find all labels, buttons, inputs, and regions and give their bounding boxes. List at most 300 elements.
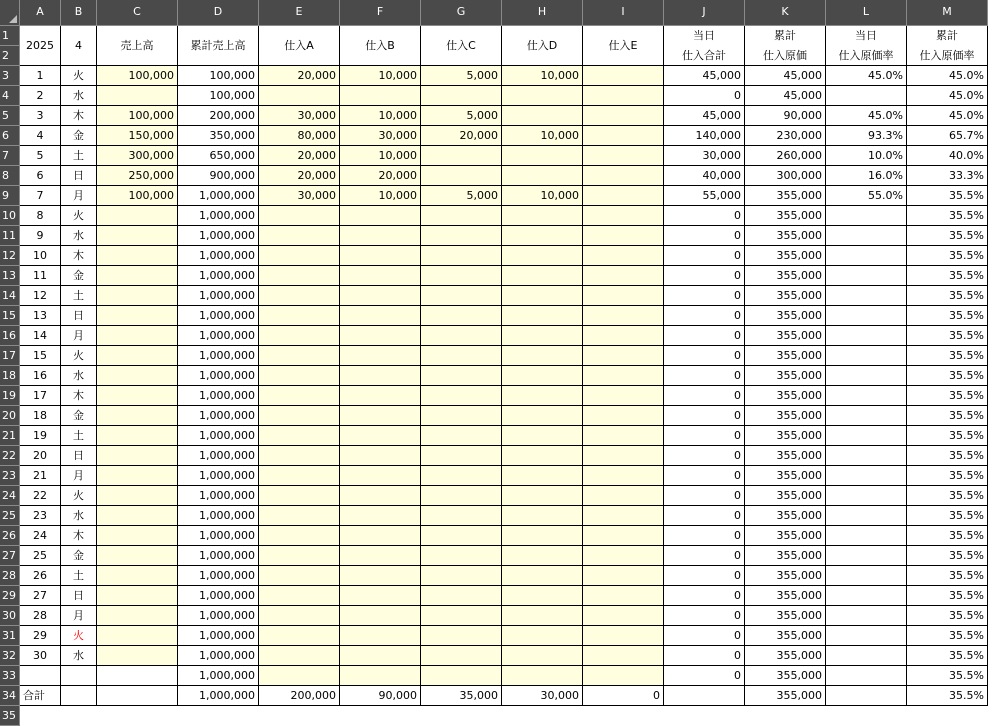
cell-m-row21[interactable]: 35.5%	[907, 426, 988, 446]
cell-e-row33[interactable]	[583, 666, 664, 686]
cell-cum-row10[interactable]: 1,000,000	[178, 206, 259, 226]
row-header-27[interactable]: 27	[0, 546, 20, 566]
cell-wd-row13[interactable]: 金	[61, 266, 97, 286]
cell-k-row15[interactable]: 355,000	[745, 306, 826, 326]
cell-sales-row7[interactable]: 300,000	[97, 146, 178, 166]
total-empty-10[interactable]	[664, 686, 745, 706]
cell-j-row30[interactable]: 0	[664, 606, 745, 626]
column-header-g[interactable]: G	[421, 0, 502, 26]
cell-cum-row27[interactable]: 1,000,000	[178, 546, 259, 566]
cell-l-row6[interactable]: 93.3%	[826, 126, 907, 146]
cell-a-row33[interactable]	[259, 666, 340, 686]
cell-day-row25[interactable]: 23	[20, 506, 61, 526]
cell-c-row28[interactable]	[421, 566, 502, 586]
cell-d-row15[interactable]	[502, 306, 583, 326]
cell-sales-row17[interactable]	[97, 346, 178, 366]
cell-e-row11[interactable]	[583, 226, 664, 246]
cell-cum-row9[interactable]: 1,000,000	[178, 186, 259, 206]
cell-e-row30[interactable]	[583, 606, 664, 626]
cell-wd-row21[interactable]: 土	[61, 426, 97, 446]
cell-j-row14[interactable]: 0	[664, 286, 745, 306]
cell-day-row10[interactable]: 8	[20, 206, 61, 226]
cell-cum-row30[interactable]: 1,000,000	[178, 606, 259, 626]
cell-wd-row19[interactable]: 木	[61, 386, 97, 406]
cell-j-row18[interactable]: 0	[664, 366, 745, 386]
cell-d-row11[interactable]	[502, 226, 583, 246]
cell-e-row10[interactable]	[583, 206, 664, 226]
cell-j-row15[interactable]: 0	[664, 306, 745, 326]
cell-c-row33[interactable]	[421, 666, 502, 686]
column-header-j[interactable]: J	[664, 0, 745, 26]
cell-b-row17[interactable]	[340, 346, 421, 366]
cell-cum-row14[interactable]: 1,000,000	[178, 286, 259, 306]
cell-d-row26[interactable]	[502, 526, 583, 546]
cell-sales-row11[interactable]	[97, 226, 178, 246]
cell-b-row11[interactable]	[340, 226, 421, 246]
cell-b-row14[interactable]	[340, 286, 421, 306]
cell-d-row22[interactable]	[502, 446, 583, 466]
total-purch-a[interactable]: 200,000	[259, 686, 340, 706]
row-header-6[interactable]: 6	[0, 126, 20, 146]
cell-a-row29[interactable]	[259, 586, 340, 606]
header-purch-e[interactable]: 仕入E	[583, 26, 664, 66]
cell-b-row24[interactable]	[340, 486, 421, 506]
cell-m-row26[interactable]: 35.5%	[907, 526, 988, 546]
cell-m-row15[interactable]: 35.5%	[907, 306, 988, 326]
cell-sales-row16[interactable]	[97, 326, 178, 346]
cell-sales-row15[interactable]	[97, 306, 178, 326]
row-header-25[interactable]: 25	[0, 506, 20, 526]
cell-cum-row12[interactable]: 1,000,000	[178, 246, 259, 266]
cell-l-row28[interactable]	[826, 566, 907, 586]
cell-a-row30[interactable]	[259, 606, 340, 626]
cell-k-row3[interactable]: 45,000	[745, 66, 826, 86]
row-header-12[interactable]: 12	[0, 246, 20, 266]
cell-m-row19[interactable]: 35.5%	[907, 386, 988, 406]
cell-c-row7[interactable]	[421, 146, 502, 166]
cell-day-row21[interactable]: 19	[20, 426, 61, 446]
cell-c-row27[interactable]	[421, 546, 502, 566]
cell-sales-row8[interactable]: 250,000	[97, 166, 178, 186]
cell-k-row33[interactable]: 355,000	[745, 666, 826, 686]
cell-c-row11[interactable]	[421, 226, 502, 246]
row-header-13[interactable]: 13	[0, 266, 20, 286]
cell-sales-row26[interactable]	[97, 526, 178, 546]
cell-k-row20[interactable]: 355,000	[745, 406, 826, 426]
cell-c-row17[interactable]	[421, 346, 502, 366]
total-cum-cost-rate[interactable]: 35.5%	[907, 686, 988, 706]
cell-j-row26[interactable]: 0	[664, 526, 745, 546]
row-header-8[interactable]: 8	[0, 166, 20, 186]
cell-a-row10[interactable]	[259, 206, 340, 226]
cell-l-row9[interactable]: 55.0%	[826, 186, 907, 206]
cell-sales-row21[interactable]	[97, 426, 178, 446]
cell-l-row17[interactable]	[826, 346, 907, 366]
cell-m-row32[interactable]: 35.5%	[907, 646, 988, 666]
cell-b-row28[interactable]	[340, 566, 421, 586]
cell-cum-row3[interactable]: 100,000	[178, 66, 259, 86]
cell-a-row12[interactable]	[259, 246, 340, 266]
cell-m-row31[interactable]: 35.5%	[907, 626, 988, 646]
cell-d-row7[interactable]	[502, 146, 583, 166]
row-header-5[interactable]: 5	[0, 106, 20, 126]
cell-day-row20[interactable]: 18	[20, 406, 61, 426]
cell-cum-row7[interactable]: 650,000	[178, 146, 259, 166]
cell-c-row8[interactable]	[421, 166, 502, 186]
cell-j-row6[interactable]: 140,000	[664, 126, 745, 146]
cell-c-row31[interactable]	[421, 626, 502, 646]
cell-j-row27[interactable]: 0	[664, 546, 745, 566]
cell-e-row7[interactable]	[583, 146, 664, 166]
row-header-20[interactable]: 20	[0, 406, 20, 426]
cell-wd-row26[interactable]: 木	[61, 526, 97, 546]
cell-e-row28[interactable]	[583, 566, 664, 586]
cell-k-row31[interactable]: 355,000	[745, 626, 826, 646]
cell-wd-row5[interactable]: 木	[61, 106, 97, 126]
cell-wd-row8[interactable]: 日	[61, 166, 97, 186]
cell-l-row24[interactable]	[826, 486, 907, 506]
cell-j-row17[interactable]: 0	[664, 346, 745, 366]
cell-e-row17[interactable]	[583, 346, 664, 366]
cell-m-row24[interactable]: 35.5%	[907, 486, 988, 506]
cell-cum-row24[interactable]: 1,000,000	[178, 486, 259, 506]
cell-day-row24[interactable]: 22	[20, 486, 61, 506]
cell-day-row19[interactable]: 17	[20, 386, 61, 406]
row-header-23[interactable]: 23	[0, 466, 20, 486]
cell-wd-row10[interactable]: 火	[61, 206, 97, 226]
row-header-3[interactable]: 3	[0, 66, 20, 86]
cell-c-row22[interactable]	[421, 446, 502, 466]
cell-l-row11[interactable]	[826, 226, 907, 246]
cell-b-row15[interactable]	[340, 306, 421, 326]
cell-cum-row31[interactable]: 1,000,000	[178, 626, 259, 646]
cell-c-row15[interactable]	[421, 306, 502, 326]
cell-k-row26[interactable]: 355,000	[745, 526, 826, 546]
row-header-22[interactable]: 22	[0, 446, 20, 466]
column-header-i[interactable]: I	[583, 0, 664, 26]
cell-sales-row18[interactable]	[97, 366, 178, 386]
cell-cum-row5[interactable]: 200,000	[178, 106, 259, 126]
cell-day-row23[interactable]: 21	[20, 466, 61, 486]
cell-b-row18[interactable]	[340, 366, 421, 386]
cell-day-row28[interactable]: 26	[20, 566, 61, 586]
cell-a-row3[interactable]: 20,000	[259, 66, 340, 86]
cell-day-row29[interactable]: 27	[20, 586, 61, 606]
cell-k-row7[interactable]: 260,000	[745, 146, 826, 166]
cell-k-row8[interactable]: 300,000	[745, 166, 826, 186]
cell-l-row7[interactable]: 10.0%	[826, 146, 907, 166]
cell-j-row10[interactable]: 0	[664, 206, 745, 226]
cell-a-row18[interactable]	[259, 366, 340, 386]
cell-l-row29[interactable]	[826, 586, 907, 606]
cell-c-row6[interactable]: 20,000	[421, 126, 502, 146]
cell-day-row16[interactable]: 14	[20, 326, 61, 346]
cell-wd-row24[interactable]: 火	[61, 486, 97, 506]
cell-wd-row16[interactable]: 月	[61, 326, 97, 346]
cell-cum-row32[interactable]: 1,000,000	[178, 646, 259, 666]
cell-c-row10[interactable]	[421, 206, 502, 226]
cell-a-row25[interactable]	[259, 506, 340, 526]
cell-j-row21[interactable]: 0	[664, 426, 745, 446]
cell-m-row17[interactable]: 35.5%	[907, 346, 988, 366]
cell-e-row20[interactable]	[583, 406, 664, 426]
cell-c-row13[interactable]	[421, 266, 502, 286]
cell-m-row3[interactable]: 45.0%	[907, 66, 988, 86]
cell-wd-row29[interactable]: 日	[61, 586, 97, 606]
cell-j-row25[interactable]: 0	[664, 506, 745, 526]
cell-l-row21[interactable]	[826, 426, 907, 446]
row-header-30[interactable]: 30	[0, 606, 20, 626]
cell-sales-row14[interactable]	[97, 286, 178, 306]
cell-k-row28[interactable]: 355,000	[745, 566, 826, 586]
cell-b-row23[interactable]	[340, 466, 421, 486]
cell-a-row19[interactable]	[259, 386, 340, 406]
header-purch-b[interactable]: 仕入B	[340, 26, 421, 66]
cell-b-row13[interactable]	[340, 266, 421, 286]
column-header-c[interactable]: C	[97, 0, 178, 26]
cell-m-row8[interactable]: 33.3%	[907, 166, 988, 186]
cell-a-row28[interactable]	[259, 566, 340, 586]
cell-e-row19[interactable]	[583, 386, 664, 406]
cell-a-row8[interactable]: 20,000	[259, 166, 340, 186]
cell-day-row3[interactable]: 1	[20, 66, 61, 86]
cell-a-row9[interactable]: 30,000	[259, 186, 340, 206]
cell-b-row26[interactable]	[340, 526, 421, 546]
cell-j-row3[interactable]: 45,000	[664, 66, 745, 86]
total-cum-cost[interactable]: 355,000	[745, 686, 826, 706]
cell-day-row7[interactable]: 5	[20, 146, 61, 166]
cell-cum-row18[interactable]: 1,000,000	[178, 366, 259, 386]
cell-b-row21[interactable]	[340, 426, 421, 446]
cell-b-row19[interactable]	[340, 386, 421, 406]
cell-cum-row11[interactable]: 1,000,000	[178, 226, 259, 246]
cell-cum-row33[interactable]: 1,000,000	[178, 666, 259, 686]
cell-m-row30[interactable]: 35.5%	[907, 606, 988, 626]
column-header-d[interactable]: D	[178, 0, 259, 26]
cell-a-row16[interactable]	[259, 326, 340, 346]
cell-k-row27[interactable]: 355,000	[745, 546, 826, 566]
cell-a-row13[interactable]	[259, 266, 340, 286]
cell-b-row29[interactable]	[340, 586, 421, 606]
cell-d-row16[interactable]	[502, 326, 583, 346]
cell-wd-row32[interactable]: 水	[61, 646, 97, 666]
cell-e-row6[interactable]	[583, 126, 664, 146]
column-header-k[interactable]: K	[745, 0, 826, 26]
cell-c-row9[interactable]: 5,000	[421, 186, 502, 206]
cell-d-row24[interactable]	[502, 486, 583, 506]
cell-wd-row17[interactable]: 火	[61, 346, 97, 366]
cell-j-row29[interactable]: 0	[664, 586, 745, 606]
cell-d-row14[interactable]	[502, 286, 583, 306]
select-all-corner[interactable]	[0, 0, 20, 26]
cell-j-row8[interactable]: 40,000	[664, 166, 745, 186]
cell-a-row7[interactable]: 20,000	[259, 146, 340, 166]
cell-wd-row6[interactable]: 金	[61, 126, 97, 146]
column-header-e[interactable]: E	[259, 0, 340, 26]
cell-day-row14[interactable]: 12	[20, 286, 61, 306]
cell-wd-row12[interactable]: 木	[61, 246, 97, 266]
cell-c-row18[interactable]	[421, 366, 502, 386]
cell-k-row17[interactable]: 355,000	[745, 346, 826, 366]
cell-cum-row17[interactable]: 1,000,000	[178, 346, 259, 366]
cell-day-row13[interactable]: 11	[20, 266, 61, 286]
cell-d-row23[interactable]	[502, 466, 583, 486]
cell-b-row10[interactable]	[340, 206, 421, 226]
cell-d-row21[interactable]	[502, 426, 583, 446]
cell-l-row19[interactable]	[826, 386, 907, 406]
cell-j-row5[interactable]: 45,000	[664, 106, 745, 126]
cell-day-row30[interactable]: 28	[20, 606, 61, 626]
cell-wd-row33[interactable]	[61, 666, 97, 686]
cell-j-row11[interactable]: 0	[664, 226, 745, 246]
cell-c-row26[interactable]	[421, 526, 502, 546]
cell-m-row23[interactable]: 35.5%	[907, 466, 988, 486]
cell-a-row24[interactable]	[259, 486, 340, 506]
cell-sales-row19[interactable]	[97, 386, 178, 406]
column-header-m[interactable]: M	[907, 0, 988, 26]
cell-cum-row8[interactable]: 900,000	[178, 166, 259, 186]
cell-k-row29[interactable]: 355,000	[745, 586, 826, 606]
row-header-18[interactable]: 18	[0, 366, 20, 386]
cell-m-row4[interactable]: 45.0%	[907, 86, 988, 106]
cell-e-row3[interactable]	[583, 66, 664, 86]
cell-a-row31[interactable]	[259, 626, 340, 646]
cell-sales-row3[interactable]: 100,000	[97, 66, 178, 86]
cell-day-row17[interactable]: 15	[20, 346, 61, 366]
cell-j-row31[interactable]: 0	[664, 626, 745, 646]
cell-sales-row20[interactable]	[97, 406, 178, 426]
cell-e-row14[interactable]	[583, 286, 664, 306]
cell-k-row13[interactable]: 355,000	[745, 266, 826, 286]
row-header-35[interactable]: 35	[0, 706, 20, 726]
total-empty-12[interactable]	[826, 686, 907, 706]
cell-wd-row15[interactable]: 日	[61, 306, 97, 326]
cell-wd-row7[interactable]: 土	[61, 146, 97, 166]
cell-l-row5[interactable]: 45.0%	[826, 106, 907, 126]
cell-e-row25[interactable]	[583, 506, 664, 526]
cell-day-row32[interactable]: 30	[20, 646, 61, 666]
header-purch-a[interactable]: 仕入A	[259, 26, 340, 66]
cell-wd-row9[interactable]: 月	[61, 186, 97, 206]
cell-wd-row25[interactable]: 水	[61, 506, 97, 526]
cell-day-row33[interactable]	[20, 666, 61, 686]
cell-l-row20[interactable]	[826, 406, 907, 426]
cell-day-row18[interactable]: 16	[20, 366, 61, 386]
cell-d-row17[interactable]	[502, 346, 583, 366]
total-purch-c[interactable]: 35,000	[421, 686, 502, 706]
cell-m-row5[interactable]: 45.0%	[907, 106, 988, 126]
column-header-h[interactable]: H	[502, 0, 583, 26]
cell-k-row5[interactable]: 90,000	[745, 106, 826, 126]
cell-k-row32[interactable]: 355,000	[745, 646, 826, 666]
row-header-16[interactable]: 16	[0, 326, 20, 346]
cell-sales-row24[interactable]	[97, 486, 178, 506]
row-header-31[interactable]: 31	[0, 626, 20, 646]
cell-j-row13[interactable]: 0	[664, 266, 745, 286]
cell-k-row12[interactable]: 355,000	[745, 246, 826, 266]
cell-m-row16[interactable]: 35.5%	[907, 326, 988, 346]
cell-m-row6[interactable]: 65.7%	[907, 126, 988, 146]
cell-e-row8[interactable]	[583, 166, 664, 186]
cell-b-row3[interactable]: 10,000	[340, 66, 421, 86]
cell-wd-row3[interactable]: 火	[61, 66, 97, 86]
row-header-34[interactable]: 34	[0, 686, 20, 706]
cell-day-row26[interactable]: 24	[20, 526, 61, 546]
cell-j-row28[interactable]: 0	[664, 566, 745, 586]
cell-j-row32[interactable]: 0	[664, 646, 745, 666]
cell-m-row20[interactable]: 35.5%	[907, 406, 988, 426]
cell-d-row3[interactable]: 10,000	[502, 66, 583, 86]
cell-k-row11[interactable]: 355,000	[745, 226, 826, 246]
cell-j-row7[interactable]: 30,000	[664, 146, 745, 166]
cell-c-row32[interactable]	[421, 646, 502, 666]
cell-b-row25[interactable]	[340, 506, 421, 526]
row-header-33[interactable]: 33	[0, 666, 20, 686]
cell-d-row9[interactable]: 10,000	[502, 186, 583, 206]
cell-wd-row18[interactable]: 水	[61, 366, 97, 386]
row-header-10[interactable]: 10	[0, 206, 20, 226]
cell-m-row18[interactable]: 35.5%	[907, 366, 988, 386]
cell-k-row6[interactable]: 230,000	[745, 126, 826, 146]
cell-j-row23[interactable]: 0	[664, 466, 745, 486]
total-cum-sales[interactable]: 1,000,000	[178, 686, 259, 706]
cell-b-row16[interactable]	[340, 326, 421, 346]
cell-b-row30[interactable]	[340, 606, 421, 626]
cell-l-row30[interactable]	[826, 606, 907, 626]
cell-cum-row16[interactable]: 1,000,000	[178, 326, 259, 346]
cell-cum-row20[interactable]: 1,000,000	[178, 406, 259, 426]
cell-j-row24[interactable]: 0	[664, 486, 745, 506]
cell-l-row8[interactable]: 16.0%	[826, 166, 907, 186]
column-header-l[interactable]: L	[826, 0, 907, 26]
total-empty-3[interactable]	[97, 686, 178, 706]
cell-l-row3[interactable]: 45.0%	[826, 66, 907, 86]
cell-c-row23[interactable]	[421, 466, 502, 486]
row-header-14[interactable]: 14	[0, 286, 20, 306]
cell-b-row7[interactable]: 10,000	[340, 146, 421, 166]
cell-d-row12[interactable]	[502, 246, 583, 266]
cell-wd-row22[interactable]: 日	[61, 446, 97, 466]
cell-sales-row9[interactable]: 100,000	[97, 186, 178, 206]
cell-l-row25[interactable]	[826, 506, 907, 526]
cell-a-row6[interactable]: 80,000	[259, 126, 340, 146]
cell-c-row24[interactable]	[421, 486, 502, 506]
cell-l-row10[interactable]	[826, 206, 907, 226]
cell-k-row4[interactable]: 45,000	[745, 86, 826, 106]
cell-wd-row27[interactable]: 金	[61, 546, 97, 566]
cell-e-row32[interactable]	[583, 646, 664, 666]
cell-a-row17[interactable]	[259, 346, 340, 366]
cell-e-row22[interactable]	[583, 446, 664, 466]
cell-cum-row21[interactable]: 1,000,000	[178, 426, 259, 446]
cell-cum-row19[interactable]: 1,000,000	[178, 386, 259, 406]
cell-m-row25[interactable]: 35.5%	[907, 506, 988, 526]
cell-b-row8[interactable]: 20,000	[340, 166, 421, 186]
cell-day-row9[interactable]: 7	[20, 186, 61, 206]
total-purch-e[interactable]: 0	[583, 686, 664, 706]
cell-j-row4[interactable]: 0	[664, 86, 745, 106]
cell-cum-row26[interactable]: 1,000,000	[178, 526, 259, 546]
cell-a-row23[interactable]	[259, 466, 340, 486]
cell-a-row15[interactable]	[259, 306, 340, 326]
cell-sales-row30[interactable]	[97, 606, 178, 626]
cell-day-row5[interactable]: 3	[20, 106, 61, 126]
cell-cum-row22[interactable]: 1,000,000	[178, 446, 259, 466]
row-header-1[interactable]: 1	[0, 26, 20, 46]
cell-m-row29[interactable]: 35.5%	[907, 586, 988, 606]
cell-wd-row31[interactable]: 火	[61, 626, 97, 646]
cell-sales-row28[interactable]	[97, 566, 178, 586]
